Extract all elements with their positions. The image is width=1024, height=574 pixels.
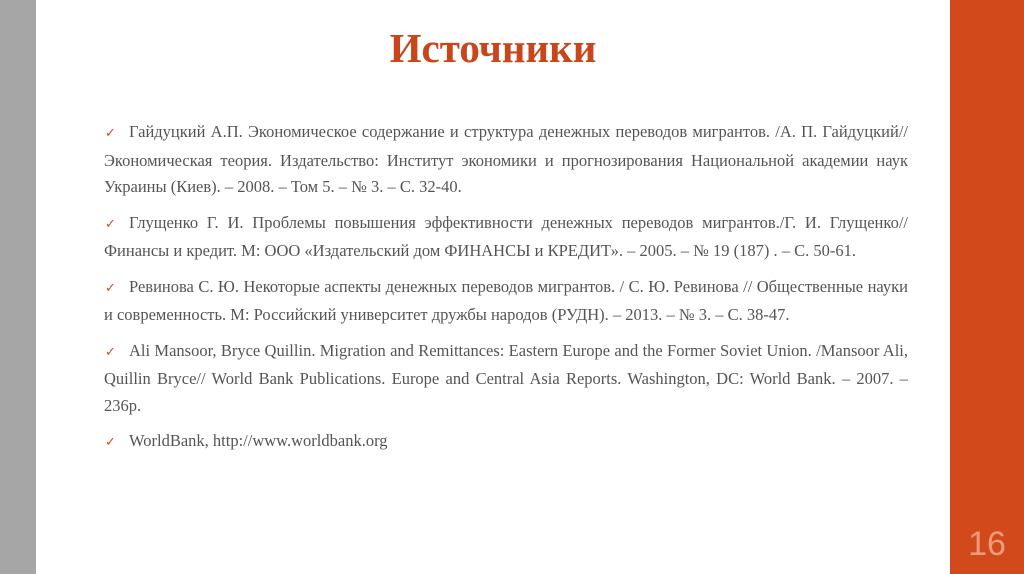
reference-item-link bbox=[104, 428, 908, 457]
reference-text: Глущенко Г. И. Проблемы повышения эффективности денежных переводов мигрантов./Г. И. Глущенко//Финансы и кредит. М: ООО «Издательский дом ФИНАНСЫ и КРЕДИТ». – 2005. – № 19 (187) . – С. 50-61. bbox=[104, 212, 908, 260]
reference-text: Ревинова С. Ю. Некоторые аспекты денежных переводов мигрантов. / С. Ю. Ревинова // Общественные науки и современность. М: Российский университет дружбы народов (РУДН). – 2013. – № 3. – С. 38-47. bbox=[104, 276, 908, 324]
slide-number: 16 bbox=[968, 525, 1006, 563]
check-icon: ✓ bbox=[105, 126, 116, 141]
reference-item bbox=[104, 274, 908, 329]
slide-title: Источники bbox=[389, 25, 597, 71]
check-icon: ✓ bbox=[105, 435, 116, 450]
reference-text: WorldBank, http://www.worldbank.org bbox=[129, 431, 388, 450]
left-decorative-strip bbox=[0, 0, 36, 574]
reference-item bbox=[104, 210, 908, 265]
check-icon: ✓ bbox=[105, 344, 116, 360]
reference-list bbox=[104, 119, 908, 466]
right-accent-bar bbox=[950, 0, 1024, 574]
reference-item bbox=[104, 119, 908, 201]
check-icon: ✓ bbox=[105, 216, 116, 232]
check-icon: ✓ bbox=[105, 280, 116, 296]
reference-text: Гайдуцкий А.П. Экономическое содержание и структура денежных переводов мигрантов. /А. П. Гайдуцкий// Экономическая теория. Издательство: Институт экономики и прогнозирования Национальной академии наук Украины (Киев). – 2008. – Том 5. – № 3. – С. 32-40. bbox=[104, 122, 908, 196]
reference-text: Ali Mansoor, Bryce Quillin. Migration and Remittances: Eastern Europe and the Former Soviet Union. /Mansoor Ali, Quillin Bryce// World Bank Publications. Europe and Central Asia Reports. Washington, DC: World Bank. – 2007. – 236p. bbox=[104, 340, 908, 415]
reference-item bbox=[104, 338, 908, 420]
